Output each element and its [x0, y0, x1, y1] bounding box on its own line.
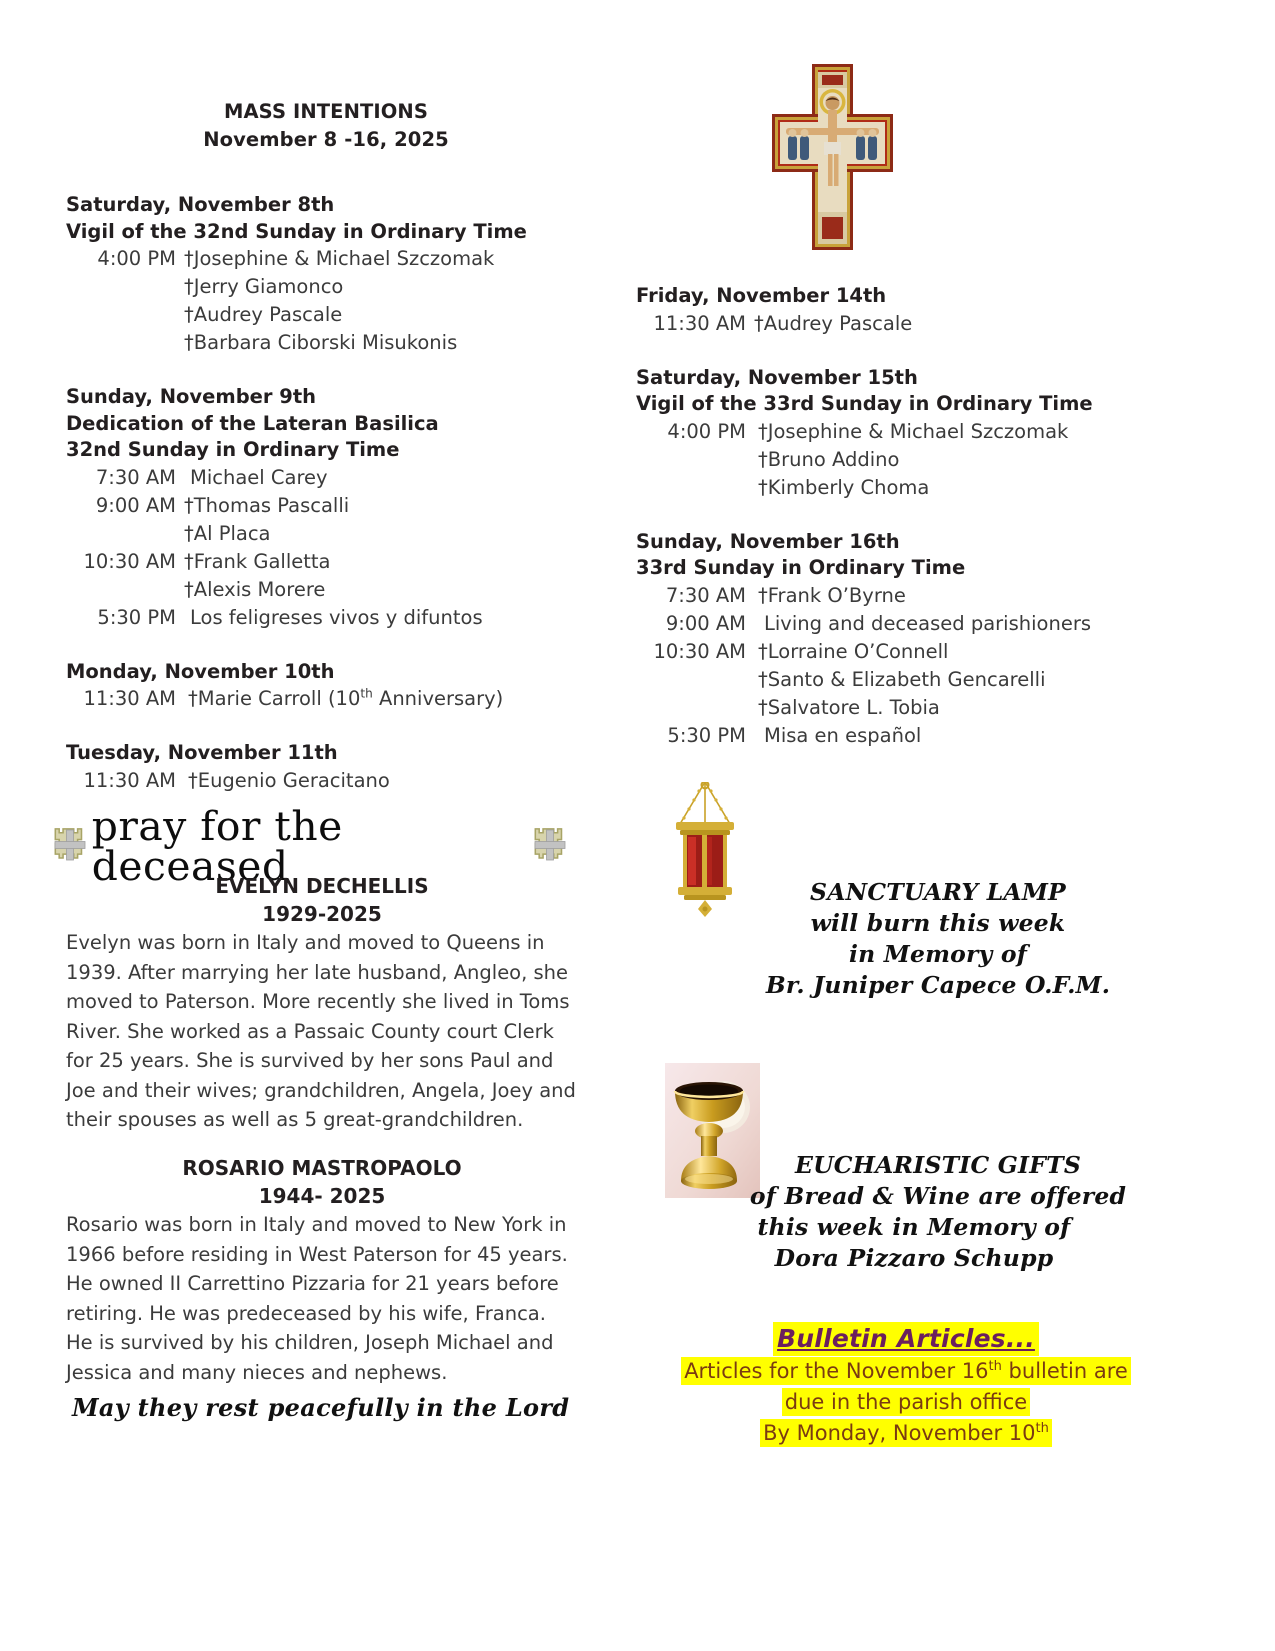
mass-row	[636, 638, 1176, 666]
mass-time	[66, 329, 176, 357]
deceased-name: EVELYN DECHELLIS	[215, 874, 429, 898]
eucharistic-gifts-text-block	[700, 1150, 1176, 1274]
mass-row	[66, 685, 586, 713]
intention-name-pre: †Marie Carroll (10	[188, 687, 361, 710]
mass-row	[636, 474, 1176, 502]
mass-row	[66, 301, 586, 329]
bulletin-articles-line2	[636, 1387, 1176, 1418]
bulletin-line1-pre: Articles for the November 16	[684, 1359, 989, 1383]
intention-name-post: Anniversary)	[372, 687, 504, 710]
bulletin-line2-highlight: due in the parish office	[782, 1388, 1030, 1416]
mass-time: 10:30 AM	[83, 549, 176, 573]
mass-intention-name: †Jerry Giamonco	[184, 275, 344, 298]
mass-intention-name: †Frank Galletta	[184, 549, 331, 573]
bulletin-articles-block	[636, 1322, 1176, 1449]
mass-row	[636, 610, 1176, 638]
deceased-name: ROSARIO MASTROPAOLO	[182, 1156, 462, 1180]
obituary-evelyn-dechellis	[66, 872, 578, 1135]
bulletin-articles-title-row	[636, 1322, 1176, 1356]
day-heading: Tuesday, November 11th	[66, 741, 338, 764]
mass-time	[66, 576, 176, 604]
mass-intention-name: †Thomas Pascalli	[184, 493, 350, 517]
mass-time	[636, 694, 746, 722]
mass-time	[66, 301, 176, 329]
deceased-dates: 1944- 2025	[258, 1184, 386, 1208]
mass-day-block-tuesday-nov-11	[66, 740, 586, 795]
sanctuary-lamp-line2: will burn this week	[810, 909, 1066, 937]
mass-time: 9:00 AM	[665, 611, 746, 635]
mass-intention-name: †Lorraine O’Connell	[758, 639, 949, 663]
mass-row	[636, 310, 1176, 338]
bulletin-line1-highlight	[681, 1357, 1131, 1385]
mass-time: 7:30 AM	[95, 465, 176, 489]
mass-row	[66, 520, 586, 548]
mass-intention-name: Misa en español	[764, 723, 922, 747]
mass-day-block-monday-nov-10	[66, 659, 586, 714]
mass-intention-name: †Eugenio Geracitano	[188, 768, 390, 792]
mass-intention-name: †Al Placa	[184, 521, 271, 545]
mass-time	[636, 666, 746, 694]
mass-intention-name: †Bruno Addino	[758, 447, 900, 471]
mass-intention-name: †Santo & Elizabeth Gencarelli	[758, 667, 1046, 691]
mass-intention-name: Living and deceased parishioners	[764, 611, 1091, 635]
mass-intention-name	[188, 685, 503, 713]
mass-intentions-left-column	[66, 98, 586, 795]
mass-day-block-friday-nov-14	[636, 283, 1176, 338]
feast-heading: 33rd Sunday in Ordinary Time	[636, 556, 966, 579]
mass-time: 11:30 AM	[83, 687, 176, 710]
eucharistic-gifts-line1: EUCHARISTIC GIFTS	[794, 1151, 1081, 1179]
mass-row	[66, 329, 586, 357]
mass-row	[636, 582, 1176, 610]
mass-row	[636, 722, 1176, 750]
mass-day-block-saturday-nov-8	[66, 192, 586, 357]
sanctuary-lamp-line4: Br. Juniper Capece O.F.M.	[765, 971, 1111, 999]
mass-intention-name: †Josephine & Michael Szczomak	[184, 247, 495, 270]
ordinal-suffix: th	[988, 1359, 1002, 1374]
mass-row	[636, 694, 1176, 722]
mass-intention-name: †Audrey Pascale	[754, 311, 913, 335]
decorative-cross-right-icon	[530, 824, 570, 870]
mass-day-block-saturday-nov-15	[636, 365, 1176, 502]
mass-time: 11:30 AM	[83, 768, 176, 792]
mass-intention-name: †Kimberly Choma	[758, 475, 930, 499]
mass-intentions-title-line2: November 8 -16, 2025	[203, 128, 449, 151]
mass-row	[66, 492, 586, 520]
mass-intention-name: †Salvatore L. Tobia	[758, 695, 940, 719]
obituary-rosario-mastropaolo	[66, 1154, 578, 1387]
day-heading: Sunday, November 16th	[636, 529, 900, 553]
mass-intention-name: Los feligreses vivos y difuntos	[190, 605, 483, 629]
bulletin-line1-post: bulletin are	[1001, 1359, 1128, 1383]
mass-time	[636, 446, 746, 474]
eucharistic-gifts-line4: Dora Pizzaro Schupp	[774, 1244, 1054, 1272]
mass-time: 5:30 PM	[667, 723, 746, 747]
feast-heading-secondary: 32nd Sunday in Ordinary Time	[66, 438, 400, 461]
decorative-cross-left-icon	[50, 824, 90, 870]
san-damiano-crucifix-image	[770, 62, 895, 252]
day-heading: Saturday, November 8th	[66, 193, 335, 216]
feast-heading: Vigil of the 33rd Sunday in Ordinary Time	[636, 392, 1093, 415]
bulletin-line3-highlight	[760, 1419, 1052, 1447]
mass-time: 11:30 AM	[653, 311, 746, 335]
mass-day-block-sunday-nov-16	[636, 529, 1176, 750]
mass-row	[66, 767, 586, 795]
day-heading: Saturday, November 15th	[636, 365, 918, 389]
feast-heading: Vigil of the 32nd Sunday in Ordinary Time	[66, 219, 527, 243]
mass-day-block-sunday-nov-9	[66, 384, 586, 632]
mass-intention-name: †Frank O’Byrne	[758, 583, 906, 607]
mass-intentions-right-column	[636, 283, 1176, 750]
eucharistic-gifts-line3: this week in Memory of	[757, 1213, 1071, 1241]
mass-row	[66, 548, 586, 576]
day-heading: Friday, November 14th	[636, 284, 887, 307]
ordinal-suffix: th	[360, 686, 373, 701]
sanctuary-lamp-line3: in Memory of	[848, 940, 1028, 968]
mass-time: 4:00 PM	[97, 247, 176, 270]
mass-row	[66, 245, 586, 273]
mass-intentions-title-line1: MASS INTENTIONS	[223, 100, 428, 123]
deceased-obituary-text: Evelyn was born in Italy and moved to Queens in 1939. After marrying her late husband, Angleo, she moved to Paterson. More recently she lived in Toms River. She worked as a Passaic County court Clerk for 25 years. She is survived by her sons Paul and Joe and their wives; grandchildren, Angela, Joey and their spouses as well as 5 great-grandchildren.	[66, 931, 576, 1131]
eucharistic-gifts-line2: of Bread & Wine are offered	[749, 1182, 1127, 1210]
mass-row	[636, 666, 1176, 694]
day-heading: Monday, November 10th	[66, 659, 335, 683]
mass-time	[66, 273, 176, 301]
rest-in-peace-line: May they rest peacefully in the Lord	[72, 1393, 570, 1422]
sanctuary-lamp-line1: SANCTUARY LAMP	[810, 878, 1066, 906]
mass-row	[66, 464, 586, 492]
mass-intention-name: †Audrey Pascale	[184, 303, 343, 326]
mass-intention-name: Michael Carey	[190, 465, 328, 489]
pray-for-the-deceased-text: pray for the deceased	[91, 804, 343, 890]
mass-row	[66, 273, 586, 301]
mass-row	[66, 604, 586, 632]
mass-time: 7:30 AM	[665, 583, 746, 607]
mass-intention-name: †Alexis Morere	[184, 577, 326, 601]
mass-time: 4:00 PM	[667, 419, 746, 443]
mass-intention-name: †Barbara Ciborski Misukonis	[184, 331, 458, 354]
mass-time: 10:30 AM	[653, 639, 746, 663]
day-heading: Sunday, November 9th	[66, 385, 317, 408]
mass-time	[636, 474, 746, 502]
mass-row	[636, 446, 1176, 474]
deceased-dates: 1929-2025	[262, 902, 382, 926]
bulletin-articles-title: Bulletin Articles...	[773, 1322, 1039, 1356]
deceased-obituary-text: Rosario was born in Italy and moved to New York in 1966 before residing in West Paterson for 45 years. He owned II Carrettino Pizzaria for 21 years before retiring. He was predeceased by his wife, Franca. He is survived by his children, Joseph Michael and Jessica and many nieces and nephews.	[66, 1213, 568, 1384]
feast-heading: Dedication of the Lateran Basilica	[66, 411, 439, 435]
bulletin-articles-line1	[636, 1356, 1176, 1387]
mass-row	[66, 576, 586, 604]
ordinal-suffix: th	[1035, 1421, 1049, 1436]
mass-intention-name: †Josephine & Michael Szczomak	[758, 419, 1069, 443]
mass-row	[636, 418, 1176, 446]
mass-time	[66, 520, 176, 548]
bulletin-line3-pre: By Monday, November 10	[763, 1421, 1036, 1445]
sanctuary-lamp-text-block	[700, 877, 1176, 1001]
bulletin-articles-line3	[636, 1418, 1176, 1449]
mass-time: 9:00 AM	[95, 493, 176, 517]
mass-time: 5:30 PM	[97, 605, 176, 629]
